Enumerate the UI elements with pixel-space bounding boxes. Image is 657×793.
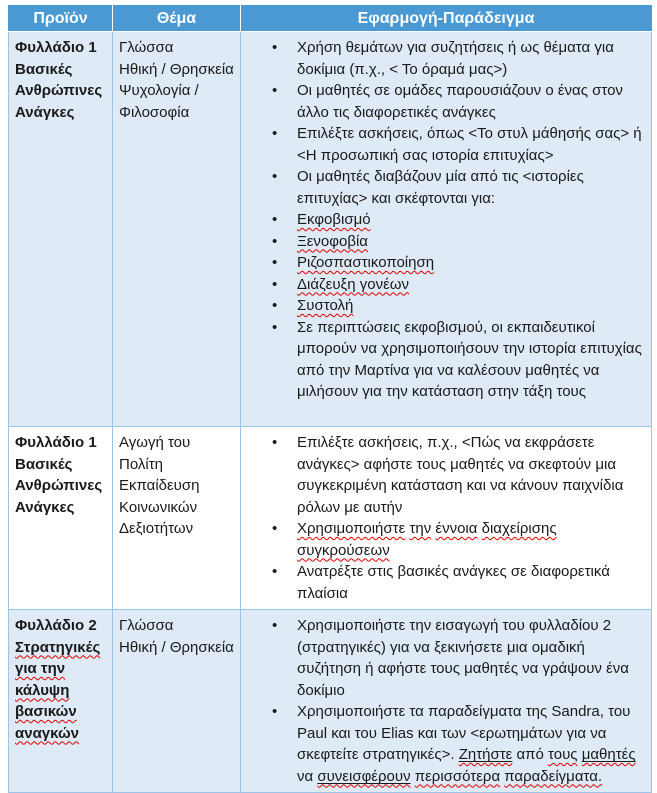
text-segment: Ξενοφοβία bbox=[297, 232, 368, 250]
bullet-icon: • bbox=[272, 254, 278, 271]
bullet-icon: • bbox=[272, 232, 278, 250]
bullet-text bbox=[297, 252, 645, 274]
product-line bbox=[15, 680, 106, 702]
bullet-item bbox=[269, 274, 645, 296]
theme-line bbox=[119, 518, 234, 540]
product-line bbox=[15, 432, 106, 454]
text-segment: Ανθρώπινες bbox=[15, 82, 103, 99]
text-segment: Στρατηγικές bbox=[15, 638, 101, 656]
text-segment: διαχείρισης bbox=[481, 520, 557, 537]
bullet-item bbox=[269, 701, 645, 787]
bullet-item bbox=[269, 209, 645, 231]
text-segment: Αγωγή του Πολίτη bbox=[119, 434, 191, 473]
text-segment: Δεξιοτήτων bbox=[119, 520, 194, 537]
text-segment: Χρησιμοποιήστε τα παραδείγματα της Sandra, του Paul και του Elias και των <ερωτημάτων για να σκεφτείτε στρατηγικές>. bbox=[297, 703, 631, 763]
text-segment: Σε περιπτώσεις εκφοβισμού, οι εκπαιδευτικοί μπορούν να χρησιμοποιήσουν την ιστορία επιτυχίας από την Μαρτίνα για να καλέσουν μαθητές να μιλήσουν για την κατάσταση στην τάξη τους bbox=[297, 318, 642, 400]
text-segment: Βασικές bbox=[15, 455, 73, 473]
text-segment: την bbox=[409, 520, 432, 537]
product-line bbox=[15, 475, 106, 497]
bullet-item bbox=[269, 80, 645, 123]
bullet-icon: • bbox=[272, 275, 278, 293]
text-segment: Γλώσσα bbox=[119, 617, 174, 634]
text-segment: Ανατρέξτε στις βασικές ανάγκες σε διαφορετικά πλαίσια bbox=[297, 563, 610, 602]
table-row bbox=[9, 32, 652, 427]
product-line bbox=[15, 454, 106, 476]
bullet-item bbox=[269, 231, 645, 253]
theme-line bbox=[119, 102, 234, 124]
text-segment: Φυλλάδιο 1 bbox=[15, 434, 97, 451]
product-line bbox=[15, 701, 106, 723]
bullet-item bbox=[269, 561, 645, 604]
bullet-icon: • bbox=[272, 563, 278, 580]
application-cell bbox=[241, 610, 652, 793]
bullet-item bbox=[269, 615, 645, 701]
text-segment: συνεισφέρουν bbox=[317, 767, 411, 785]
text-segment: Συστολή bbox=[297, 297, 354, 314]
text-segment: Ηθική / Θρησκεία bbox=[119, 60, 234, 78]
header-product: Προϊόν bbox=[9, 6, 113, 32]
bullet-text bbox=[297, 295, 645, 317]
product-cell bbox=[9, 610, 113, 793]
text-segment: Βασικές bbox=[15, 60, 73, 78]
text-segment: Κοινωνικών bbox=[119, 498, 198, 516]
bullet-icon: • bbox=[272, 318, 278, 336]
product-line bbox=[15, 615, 106, 637]
product-line bbox=[15, 37, 106, 59]
product-line bbox=[15, 59, 106, 81]
text-segment: από bbox=[512, 746, 549, 763]
text-segment: Χρήση θεμάτων για συζητήσεις ή ως θέματα για δοκίμια (π.χ., < Το όραμά μας>) bbox=[297, 39, 614, 78]
bullet-icon: • bbox=[272, 168, 278, 185]
bullet-item bbox=[269, 518, 645, 561]
bullet-text bbox=[297, 317, 645, 403]
text-segment: Χρησιμοποιήστε την εισαγωγή του φυλλαδίου 2 (στρατηγικές) για να ξεκινήσετε μια ομαδική συζήτηση ή αφήστε τους μαθητές να γράψουν ένα δοκίμιο bbox=[297, 617, 629, 699]
bullet-text bbox=[297, 274, 645, 296]
text-segment: Εκφοβισμό bbox=[297, 211, 371, 228]
theme-line bbox=[119, 497, 234, 519]
bullet-item bbox=[269, 317, 645, 403]
text-segment: περισσότερα bbox=[414, 767, 501, 785]
theme-line bbox=[119, 615, 234, 637]
text-segment: Εκπαίδευση bbox=[119, 477, 200, 494]
bullet-icon: • bbox=[272, 297, 278, 314]
header-row bbox=[9, 6, 652, 32]
bullet-icon: • bbox=[272, 82, 278, 99]
application-cell bbox=[241, 32, 652, 427]
bullet-icon: • bbox=[272, 617, 278, 634]
bullet-text bbox=[297, 209, 645, 231]
text-segment: για την bbox=[15, 660, 66, 677]
product-line bbox=[15, 723, 106, 745]
text-segment: Επιλέξτε ασκήσεις, όπως <Το στυλ μάθησής σας> ή <Η προσωπική σας ιστορία επιτυχίας> bbox=[297, 125, 642, 164]
text-segment: βασικών bbox=[15, 703, 77, 720]
text-segment: κάλυψη bbox=[15, 681, 70, 699]
bullet-text bbox=[297, 37, 645, 80]
text-segment: συγκρούσεων bbox=[297, 541, 390, 559]
text-segment: Ριζοσπαστικοποίηση bbox=[297, 254, 435, 271]
product-cell bbox=[9, 32, 113, 427]
text-segment: τους bbox=[548, 746, 578, 763]
text-segment: Γλώσσα bbox=[119, 39, 174, 56]
header-application: Εφαρμογή-Παράδειγμα bbox=[241, 6, 652, 32]
theme-cell bbox=[113, 427, 241, 610]
bullet-icon: • bbox=[272, 125, 278, 142]
bullet-text bbox=[297, 561, 645, 604]
bullet-text bbox=[297, 615, 645, 701]
theme-line bbox=[119, 37, 234, 59]
text-segment: Φυλλάδιο 1 bbox=[15, 39, 97, 56]
bullet-icon: • bbox=[272, 703, 278, 720]
text-segment: Χρησιμοποιήστε bbox=[297, 520, 406, 537]
text-segment: αναγκών bbox=[15, 724, 80, 742]
bullet-item bbox=[269, 252, 645, 274]
text-segment: παραδείγματα. bbox=[504, 767, 603, 785]
bullet-item bbox=[269, 37, 645, 80]
topics-table bbox=[8, 5, 652, 793]
theme-line bbox=[119, 59, 234, 81]
bullet-icon: • bbox=[272, 211, 278, 228]
table-row bbox=[9, 427, 652, 610]
product-line bbox=[15, 637, 106, 659]
product-line bbox=[15, 497, 106, 519]
bullet-text bbox=[297, 80, 645, 123]
text-segment: Οι μαθητές σε ομάδες παρουσιάζουν ο ένας στον άλλο τις διαφορετικές ανάγκες bbox=[297, 82, 623, 121]
text-segment: Φιλοσοφία bbox=[119, 103, 190, 121]
theme-cell bbox=[113, 610, 241, 793]
bullet-text bbox=[297, 432, 645, 518]
product-line bbox=[15, 658, 106, 680]
header-theme: Θέμα bbox=[113, 6, 241, 32]
text-segment: Ανάγκες bbox=[15, 498, 75, 516]
bullet-text bbox=[297, 518, 645, 561]
text-segment: Φυλλάδιο 2 bbox=[15, 617, 97, 634]
theme-line bbox=[119, 80, 234, 102]
theme-cell bbox=[113, 32, 241, 427]
text-segment: έννοια bbox=[435, 520, 478, 537]
product-line bbox=[15, 102, 106, 124]
bullet-icon: • bbox=[272, 39, 278, 56]
text-segment: Ψυχολογία / bbox=[119, 82, 199, 99]
text-segment: Ανθρώπινες bbox=[15, 477, 103, 494]
application-cell bbox=[241, 427, 652, 610]
text-segment: Ανάγκες bbox=[15, 103, 75, 121]
text-segment: Οι μαθητές διαβάζουν μία από τις <ιστορίες επιτυχίας> και σκέφτονται για: bbox=[297, 168, 584, 207]
bullet-icon: • bbox=[272, 520, 278, 537]
bullet-text bbox=[297, 701, 645, 787]
theme-line bbox=[119, 432, 234, 475]
text-segment: να bbox=[297, 767, 318, 785]
bullet-icon: • bbox=[272, 434, 278, 451]
document-page bbox=[8, 5, 651, 793]
product-line bbox=[15, 80, 106, 102]
text-segment: Επιλέξτε ασκήσεις, π.χ., <Πώς να εκφράσετε ανάγκες> αφήστε τους μαθητές να σκεφτούν μια συγκεκριμένη κατάσταση και να κάνουν παιχνίδια ρόλων με αυτήν bbox=[297, 434, 624, 516]
text-segment: μαθητές bbox=[581, 746, 636, 763]
bullet-text bbox=[297, 231, 645, 253]
text-segment: Ζητήστε bbox=[458, 746, 513, 763]
text-segment: Ηθική / Θρησκεία bbox=[119, 638, 234, 656]
theme-line bbox=[119, 637, 234, 659]
bullet-item bbox=[269, 166, 645, 209]
theme-line bbox=[119, 475, 234, 497]
bullet-text bbox=[297, 166, 645, 209]
bullet-item bbox=[269, 432, 645, 518]
bullet-item bbox=[269, 295, 645, 317]
text-segment: Διάζευξη γονέων bbox=[297, 275, 409, 293]
bullet-item bbox=[269, 123, 645, 166]
bullet-text bbox=[297, 123, 645, 166]
product-cell bbox=[9, 427, 113, 610]
table-row bbox=[9, 610, 652, 793]
